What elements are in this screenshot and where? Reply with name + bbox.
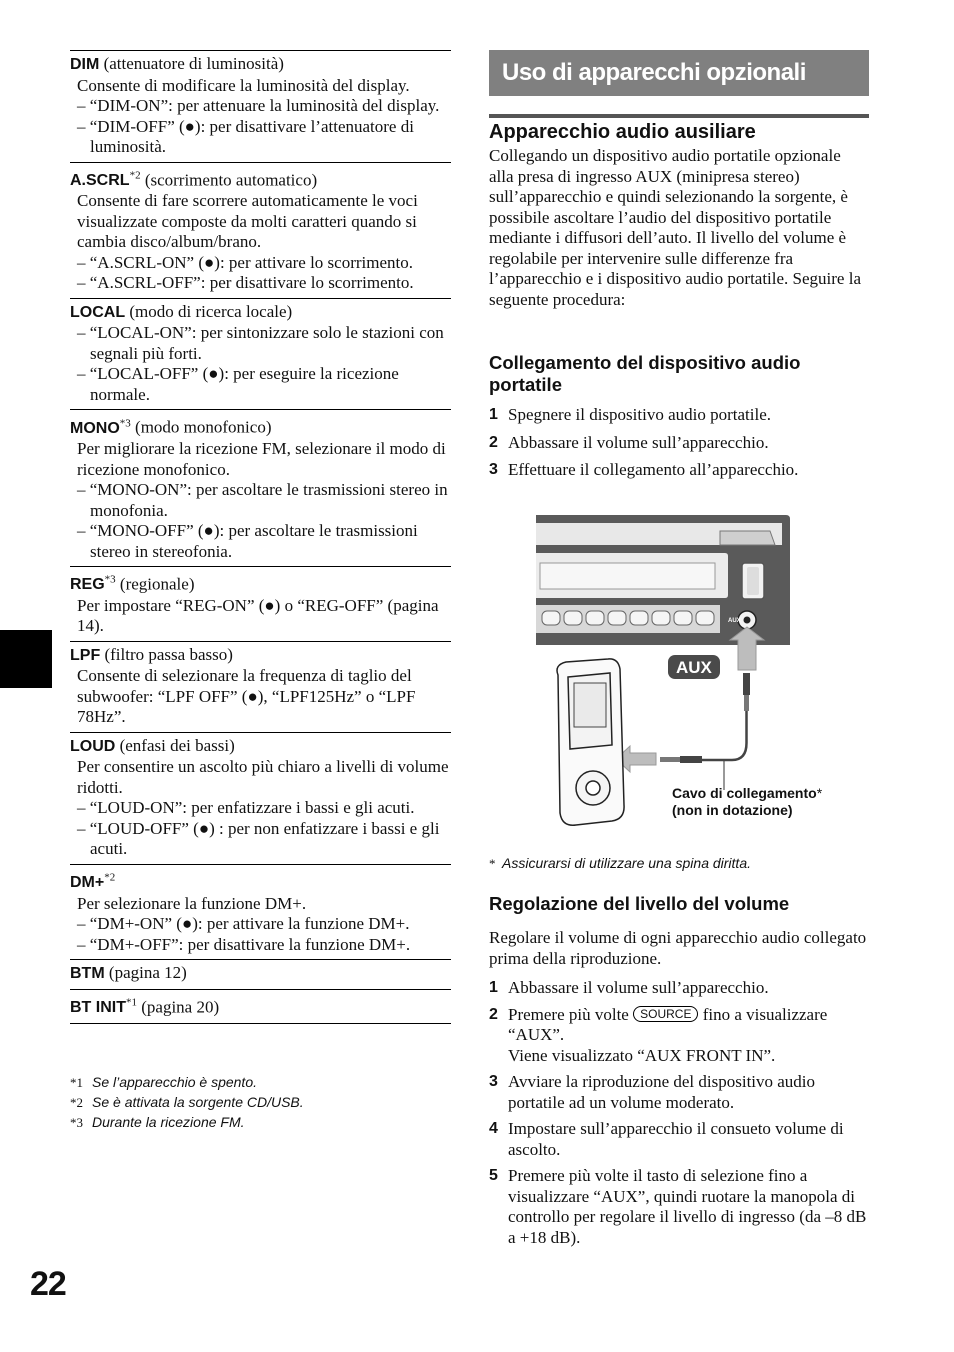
entry-term: BTM xyxy=(70,965,105,983)
entry-option: – “DM+-ON” (●): per attivare la funzione DM+. xyxy=(77,914,410,934)
entry-term: DM+$^{*2}$ xyxy=(70,871,116,892)
entry-line: Per impostare “REG-ON” (●) o “REG-OFF” (pagina 14). xyxy=(77,595,439,636)
footnote: *3 Durante la ricezione FM. xyxy=(70,1114,245,1130)
entry-desc: (modo di ricerca locale) xyxy=(125,301,293,321)
step-item: 4 Impostare sull’apparecchio il consueto volume di ascolto. xyxy=(489,1119,844,1159)
entry-line: Per consentire un ascolto più chiaro a livelli di volume ridotti. xyxy=(77,757,449,797)
entry-reg xyxy=(70,566,451,641)
entry-loud xyxy=(70,732,451,864)
entry-option: – “DM+-OFF”: per disattivare la funzione DM+. xyxy=(77,934,411,954)
car-stereo-illustration xyxy=(536,515,790,645)
entry-term: A.SCRL$^{*2}$ xyxy=(70,169,141,189)
entry-desc: (regionale) xyxy=(115,574,195,594)
entry-desc: (modo monofonico) xyxy=(130,417,272,437)
step-item: 5 Premere più volte il tasto di selezione fino a visualizzare “AUX”, quindi ruotare la manopola di controllo per regolare il livello di ingresso (da –8 dB a +18 dB). xyxy=(489,1166,867,1247)
entry-option: – “LOCAL-ON”: per sintonizzare solo le stazioni con segnali più forti. xyxy=(77,323,444,363)
entry-footnote-ref: *3 xyxy=(119,417,131,430)
entry-desc: (scorrimento automatico) xyxy=(140,169,318,189)
entry-desc: (filtro passa basso) xyxy=(100,644,233,664)
subsection-title-connect: Collegamento del dispositivo audio portatile xyxy=(489,352,801,395)
entry-term: BT INIT$^{*1}$ xyxy=(70,996,137,1017)
figure-note: * Assicurarsi di utilizzare una spina diritta. xyxy=(489,855,751,871)
entry-option: – “LOUD-ON”: per enfatizzare i bassi e gli acuti. xyxy=(77,798,415,818)
entry-line: Per selezionare la funzione DM+. xyxy=(77,893,307,913)
entry-term: LOUD xyxy=(70,737,116,755)
entry-option: – “MONO-ON”: per ascoltare le trasmissioni stereo in monofonia. xyxy=(77,480,448,520)
entry-line: Per migliorare la ricezione FM, selezionare il modo di ricezione monofonico. xyxy=(77,439,446,479)
entry-term: REG$^{*3}$ xyxy=(70,574,116,594)
entry-dm-plus xyxy=(70,864,451,959)
entry-line: Consente di fare scorrere automaticamente le voci visualizzate composte da molti caratteri quando si cambia disco/album/brano. xyxy=(77,191,418,252)
entry-desc: (pagina 12) xyxy=(104,963,187,983)
section-title: Apparecchio audio ausiliare xyxy=(489,121,756,143)
entry-line: Consente di modificare la luminosità del display. xyxy=(77,75,410,95)
page-number: 22 xyxy=(30,1265,66,1303)
entry-term: DIM xyxy=(70,56,100,73)
section-intro: Collegando un dispositivo audio portatile opzionale alla presa di ingresso AUX (minipresa stereo) sull’apparecchio e quindi selezionando la sorgente, è possibile ascoltare l’audio del dispositivo portatile mediante i diffusori dell’auto. Il livello del volume è regolabile per intervenire sulle differenze fra l’apparecchio e i dispositivo audio portatile. Seguire la seguente procedura: xyxy=(489,146,861,309)
entry-line: Consente di selezionare la frequenza di taglio del subwoofer: “LPF OFF” (●), “LPF125Hz” o “LPF 78Hz”. xyxy=(77,666,416,727)
main-section xyxy=(489,50,869,96)
footnote: *2 Se è attivata la sorgente CD/USB. xyxy=(70,1094,304,1110)
aux-jack-label: AUX xyxy=(728,618,741,624)
entry-option: – “DIM-ON”: per attenuare la luminosità del display. xyxy=(77,96,440,115)
entry-lpf xyxy=(70,641,451,732)
banner-rule xyxy=(489,114,869,118)
subsection-title-volume: Regolazione del livello del volume xyxy=(489,893,790,914)
entry-term: MONO$^{*3}$ xyxy=(70,417,131,437)
entry-bt-init xyxy=(70,989,451,1024)
entry-term: LOCAL xyxy=(70,303,126,321)
settings-list xyxy=(70,50,451,1024)
step-item: 3 Effettuare il collegamento all’apparecchio. xyxy=(489,460,799,479)
step-item: 2 Premere più volte SOURCE fino a visualizzare “AUX”. Viene visualizzato “AUX FRONT IN”. xyxy=(489,1004,828,1065)
entry-option: – “A.SCRL-OFF”: per disattivare lo scorrimento. xyxy=(77,273,414,293)
entry-desc: (attenuatore di luminosità) xyxy=(99,54,284,73)
step-item: 1 Spegnere il dispositivo audio portatile. xyxy=(489,405,771,424)
section-banner: Uso di apparecchi opzionali xyxy=(489,50,869,96)
source-button: SOURCE xyxy=(633,1006,698,1022)
entry-footnote-ref: *3 xyxy=(104,574,116,587)
entry-desc: (pagina 20) xyxy=(137,997,220,1017)
connection-cable xyxy=(660,673,750,763)
step-item: 3 Avviare la riproduzione del dispositivo audio portatile ad un volume moderato. xyxy=(489,1072,816,1112)
entry-dim xyxy=(70,50,451,162)
entry-option: – “LOUD-OFF” (●) : per non enfatizzare i bassi e gli acuti. xyxy=(77,818,440,859)
footnote: *1 Se l’apparecchio è spento. xyxy=(70,1074,257,1090)
entry-footnote-ref: *1 xyxy=(126,996,137,1009)
footnotes xyxy=(70,1073,451,1133)
entry-option: – “LOCAL-OFF” (●): per eseguire la ricezione normale. xyxy=(77,364,399,404)
entry-option: – “A.SCRL-ON” (●): per attivare lo scorrimento. xyxy=(77,252,414,272)
chapter-tab xyxy=(0,630,52,688)
subsection-intro: Regolare il volume di ogni apparecchio audio collegato prima della riproduzione. xyxy=(489,928,867,968)
entry-mono xyxy=(70,409,451,566)
aux-badge-label: AUX xyxy=(676,658,712,677)
portable-player-illustration xyxy=(557,659,624,825)
entry-option: – “DIM-OFF” (●): per disattivare l’attenuatore di luminosità. xyxy=(77,116,414,156)
entry-local xyxy=(70,298,451,410)
entry-footnote-ref: *2 xyxy=(129,169,141,182)
entry-footnote-ref: *2 xyxy=(104,871,116,884)
cable-label: Cavo di collegamento* (non in dotazione) xyxy=(672,785,823,818)
entry-term: LPF xyxy=(70,646,101,664)
entry-desc: (enfasi dei bassi) xyxy=(115,735,235,755)
step-item: 2 Abbassare il volume sull’apparecchio. xyxy=(489,432,769,452)
step-item: 1 Abbassare il volume sull’apparecchio. xyxy=(489,978,769,997)
entry-option: – “MONO-OFF” (●): per ascoltare le trasmissioni stereo in stereofonia. xyxy=(77,521,418,561)
entry-ascrl xyxy=(70,162,451,298)
entry-btm xyxy=(70,959,451,989)
